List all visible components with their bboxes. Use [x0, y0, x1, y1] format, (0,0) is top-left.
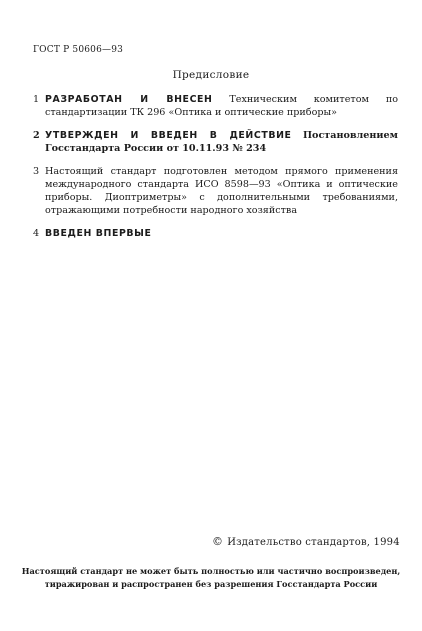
preface-title: Предисловие: [172, 69, 250, 81]
standard-code: ГОСТ Р 50606—93: [33, 45, 124, 55]
copyright-text: Издательство стандартов, 1994: [227, 537, 400, 548]
copyright-icon: ©: [212, 535, 224, 548]
preface-item-1: [33, 93, 398, 119]
item-caps-text: ВВЕДЕН ВПЕРВЫЕ: [45, 228, 152, 239]
item-caps-text: УТВЕРЖДЕН И ВВЕДЕН В ДЕЙСТВИЕ: [45, 130, 292, 141]
item-body-text: Техническим комитетом по стандартизации ТК 296 «Оптика и оптические приборы»: [45, 94, 399, 118]
preface-item-4: [33, 227, 398, 240]
item-caps-text: РАЗРАБОТАН И ВНЕСЕН: [45, 94, 213, 105]
reproduction-notice: Настоящий стандарт не может быть полностью или частично воспроизведен, тиражирован и распространен без разрешения Госстандарта России: [21, 566, 401, 589]
preface-item-3: [33, 165, 398, 217]
item-number: 2: [33, 130, 40, 141]
item-body-text: Постановлением Госстандарта России от 10.11.93 № 234: [45, 130, 398, 154]
item-body-text: Настоящий стандарт подготовлен методом прямого применения международного стандарта ИСО 8598—93 «Оптика и оптические приборы. Диоптриметры» с дополнительными требованиями, отражающими потребности народного хозяйства: [45, 166, 398, 216]
item-number: 1: [33, 94, 40, 105]
item-number: 4: [33, 228, 40, 239]
item-number: 3: [33, 166, 40, 177]
copyright-line: [212, 535, 400, 548]
preface-item-2: [33, 129, 398, 155]
preface-items: [33, 93, 398, 250]
